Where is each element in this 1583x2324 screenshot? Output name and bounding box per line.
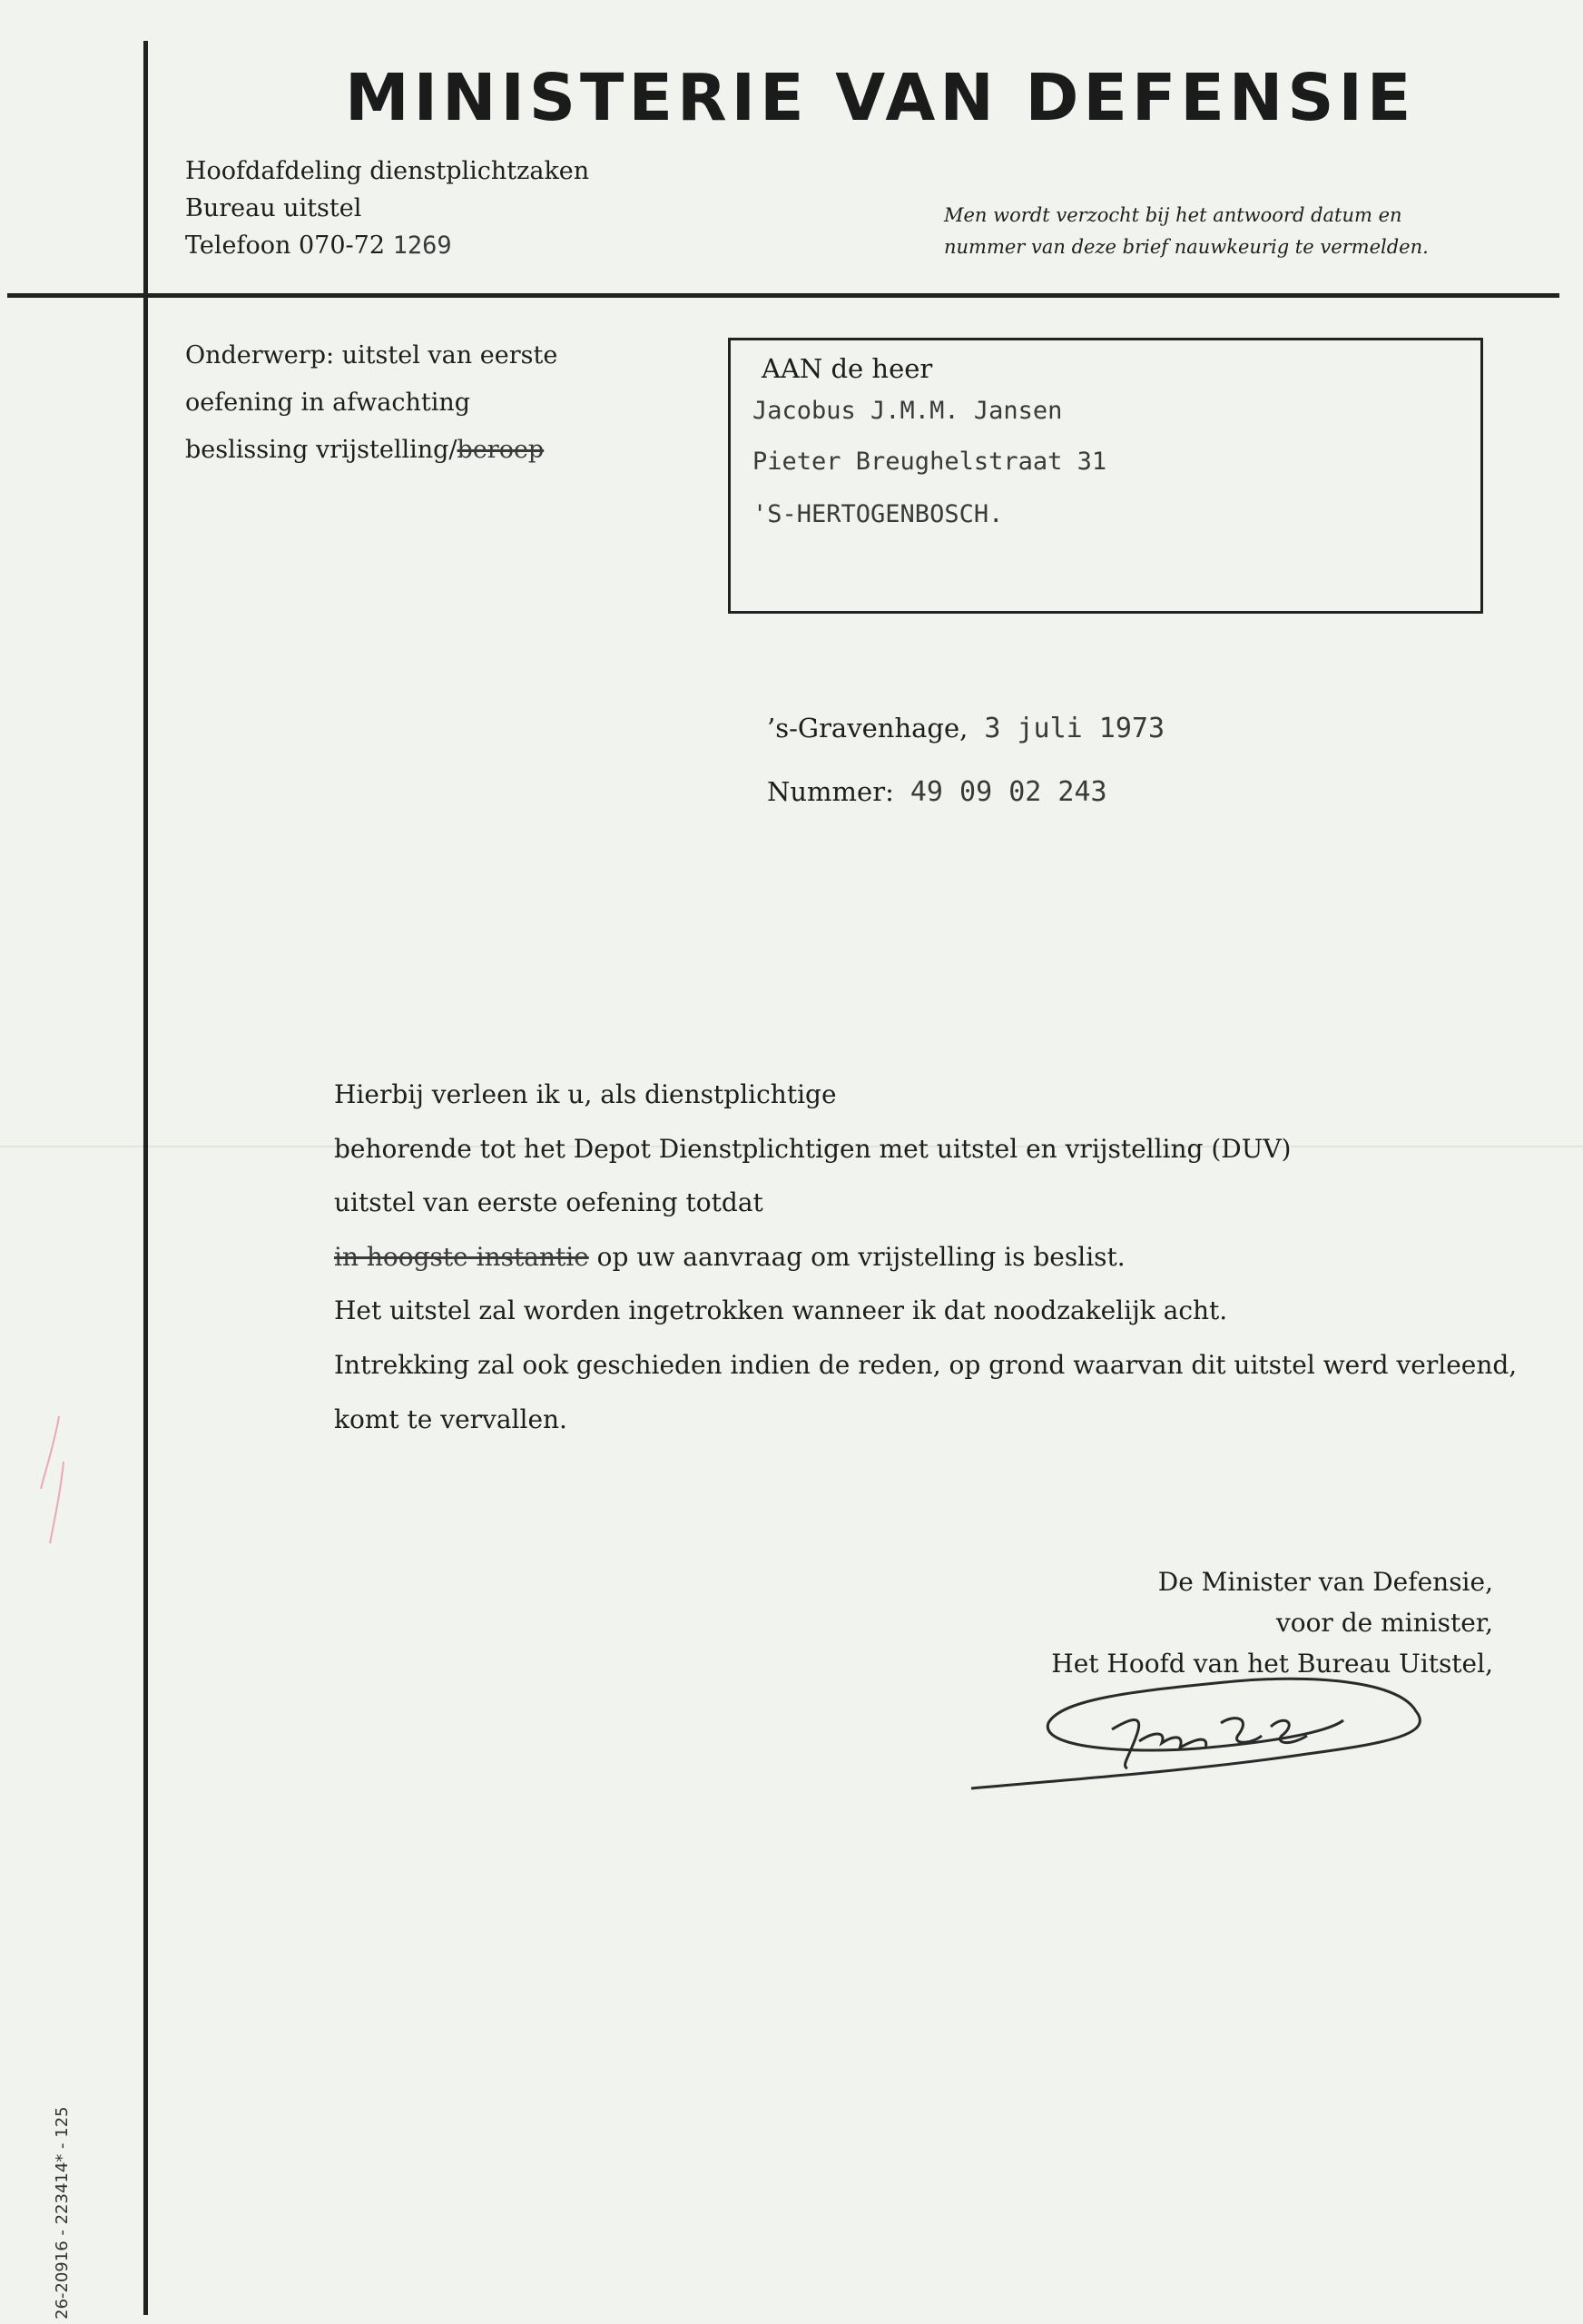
struck-text-beroep: beroep [457, 436, 545, 464]
body-line-2: behorende tot het Depot Dienstplichtigen met uitstel en vrijstelling (DUV) [334, 1133, 1292, 1164]
handwritten-signature [962, 1670, 1470, 1816]
letter-body [334, 1068, 1518, 1446]
address-box [728, 338, 1483, 614]
department-text: Hoofdafdeling dienstplichtzaken [185, 157, 590, 185]
struck-text-hoogste-instantie: in hoogste instantie [334, 1241, 589, 1272]
number-label: Nummer: [767, 776, 894, 807]
body-line-7: komt te vervallen. [334, 1403, 567, 1434]
bureau-text: Bureau uitstel [185, 194, 362, 222]
horizontal-rule [7, 293, 1559, 298]
letter-date: 3 juli 1973 [984, 713, 1165, 744]
recipient-street: Pieter Breughelstraat 31 [752, 448, 1107, 476]
notice-line-2: nummer van deze brief nauwkeurig te vermelden. [944, 236, 1429, 258]
body-line-6: Intrekking zal ook geschieden indien de reden, op grond waarvan dit uitstel werd verleend, [334, 1349, 1518, 1380]
ministry-title: MINISTERIE VAN DEFENSIE [345, 60, 1416, 135]
body-line-4-rest: op uw aanvraag om vrijstelling is beslist. [588, 1241, 1126, 1272]
body-line-3: uitstel van eerste oefening totdat [334, 1187, 763, 1218]
phone-label: Telefoon 070-72 [185, 231, 385, 260]
subject-block [185, 332, 557, 474]
sender-block [185, 153, 589, 264]
subject-line-1: Onderwerp: uitstel van eerste [185, 341, 558, 369]
subject-line-3 [185, 427, 557, 474]
closing-line-3: Het Hoofd van het Bureau Uitstel, [1051, 1649, 1493, 1679]
number-line [767, 776, 1107, 808]
pink-mark [23, 1407, 77, 1552]
phone-extension: 1269 [392, 231, 452, 260]
dateline [767, 713, 1165, 744]
place-label: ’s-Gravenhage, [767, 713, 968, 743]
closing-line-1: De Minister van Defensie, [1157, 1567, 1493, 1597]
subject-line-3-prefix: beslissing vrijstelling/ [185, 436, 457, 464]
recipient-name: Jacobus J.M.M. Jansen [752, 397, 1063, 425]
subject-line-2: oefening in afwachting [185, 389, 471, 417]
body-line-4 [334, 1230, 1514, 1285]
notice-line-1: Men wordt verzocht bij het antwoord datum en [944, 204, 1402, 226]
address-heading: AAN de heer [762, 353, 933, 384]
recipient-city: 'S-HERTOGENBOSCH. [752, 500, 1004, 528]
letter-number: 49 09 02 243 [909, 776, 1107, 808]
vertical-rule [143, 41, 148, 2315]
closing-block [980, 1561, 1493, 1684]
phone-line [185, 227, 589, 264]
reply-notice [944, 200, 1489, 263]
body-line-1: Hierbij verleen ik u, als dienstplichtige [334, 1079, 837, 1109]
body-line-5: Het uitstel zal worden ingetrokken wanneer ik dat noodzakelijk acht. [334, 1295, 1228, 1326]
closing-line-2: voor de minister, [1275, 1608, 1493, 1638]
form-code: 26-20916 - 223414* - 125 [53, 2106, 72, 2319]
